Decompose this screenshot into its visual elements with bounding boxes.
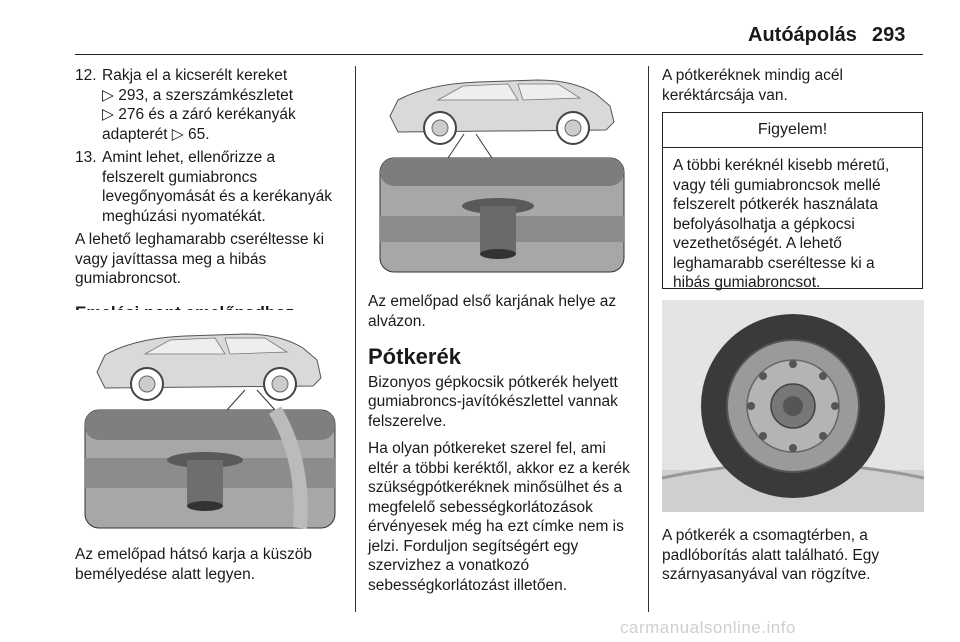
- column-1: [75, 66, 343, 332]
- header-rule: [75, 54, 923, 55]
- list-line: felszerelt gumiabroncs: [102, 168, 258, 186]
- paragraph: Ha olyan pótkereket szerel fel, ami eltér a többi keréktől, akkor ez a kerék szükségpótkeréknek minősülhet és a megfelelő sebességkorlátozások érvényesek még ha ezt címke nem is jelzi. Forduljon segítségért egy szervizhez a vonatkozó sebességkorlátozást illetően.: [368, 440, 630, 594]
- column-divider-1: [355, 66, 356, 612]
- warning-box: [662, 112, 923, 289]
- list-line: adapterét ▷ 65.: [102, 125, 210, 143]
- column-2: [368, 292, 636, 603]
- warning-body: A többi keréknél kisebb méretű, vagy téli gumiabroncsok mellé felszerelt pótkerék használata befolyásolhatja a gépkocsi vezethetőségét. A lehető leghamarabb cseréltesse ki a hibás gumiabroncsot.: [673, 157, 890, 291]
- list-line: Rakja el a kicserélt kereket: [102, 67, 288, 84]
- paragraph: A lehető leghamarabb cseréltesse ki vagy javíttassa meg a hibás gumiabroncsot.: [75, 231, 325, 287]
- list-number: 13.: [75, 149, 97, 166]
- page-number: 293: [872, 24, 906, 46]
- figure-front-lift-point: [368, 66, 636, 278]
- list-line: ▷ 293, a szerszámkészletet: [102, 86, 294, 104]
- column-divider-2: [648, 66, 649, 612]
- figure-3-caption: A pótkerék a csomagtérben, a padlóborítás alatt található. Egy szárnyasanyával van rögzítve.: [662, 527, 880, 583]
- figure-2-caption: Az emelőpad első karjának helye az alvázon.: [368, 293, 617, 330]
- header-title: Autóápolás: [748, 24, 857, 46]
- list-line: Amint lehet, ellenőrizze a: [102, 149, 276, 166]
- figure-spare-wheel: [662, 300, 924, 512]
- list-line: meghúzási nyomatékát.: [102, 207, 266, 225]
- column-3-intro: A pótkeréknek mindig acél keréktárcsája van.: [662, 67, 843, 104]
- figure-rear-lift-point: [75, 310, 343, 530]
- list-line: levegőnyomását és a kerékanyák: [102, 188, 333, 205]
- list-item-13: [75, 148, 343, 226]
- list-item-12: [75, 66, 343, 144]
- watermark: carmanualsonline.info: [620, 618, 796, 637]
- list-number: 12.: [75, 67, 97, 84]
- warning-title: Figyelem!: [663, 113, 922, 148]
- paragraph: Bizonyos gépkocsik pótkerék helyett gumiabroncs-javítókészlettel vannak felszerelve.: [368, 373, 618, 430]
- section-heading-spare-wheel: Pótkerék: [368, 344, 461, 369]
- figure-1-caption: Az emelőpad hátsó karja a küszöb bemélyedése alatt legyen.: [75, 546, 312, 583]
- list-line: ▷ 276 és a záró kerékanyák: [102, 106, 296, 123]
